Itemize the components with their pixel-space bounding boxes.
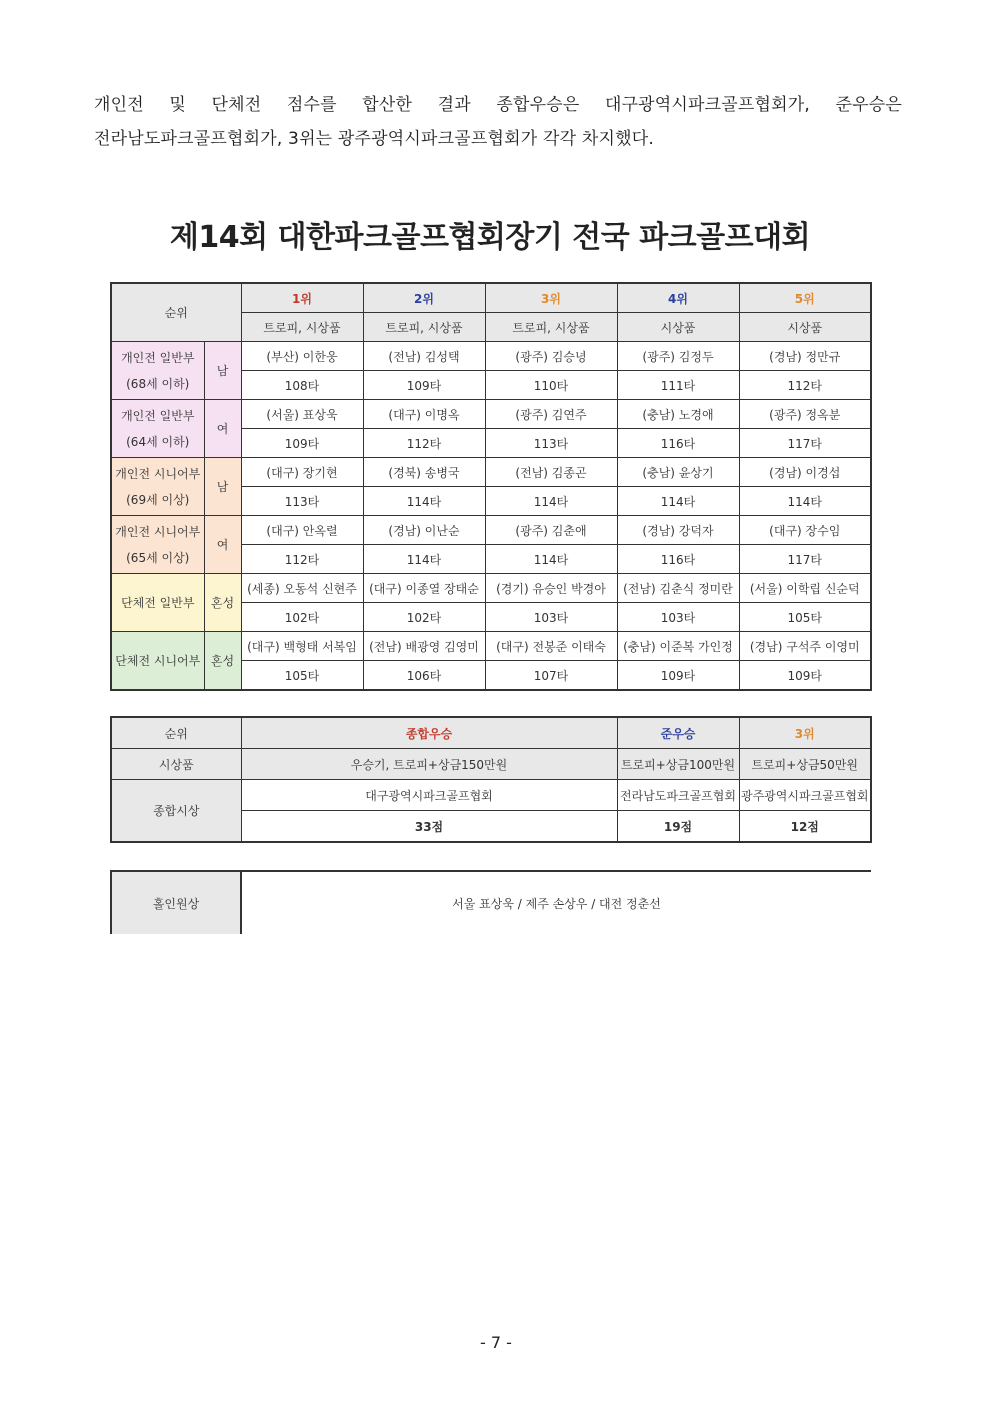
winner-name: (경남) 강덕자 [617, 516, 739, 545]
category-label [111, 516, 204, 574]
winner-score: 114타 [485, 545, 617, 574]
winner-name: (전남) 김종곤 [485, 458, 617, 487]
winner-name: (서울) 이학립 신순덕 [739, 574, 871, 603]
category-line1: 개인전 시니어부 [115, 466, 201, 481]
winner-score: 113타 [241, 487, 363, 516]
winner-name: (부산) 이한웅 [241, 342, 363, 371]
category-line1: 개인전 일반부 [121, 408, 195, 423]
category-line2: (69세 이상) [126, 492, 190, 507]
overall-prize-header: 시상품 [111, 749, 241, 780]
hole-in-one-row [111, 871, 871, 934]
overall-rank-2: 준우승 [617, 717, 739, 749]
category-line1: 개인전 시니어부 [115, 524, 201, 539]
winner-score: 109타 [363, 371, 485, 400]
winner-name: (경기) 유승인 박경아 [485, 574, 617, 603]
table-row [111, 400, 871, 429]
overall-team-2: 전라남도파크골프협회 [617, 780, 739, 811]
category-label: 단체전 일반부 [111, 574, 204, 632]
prize-1: 트로피, 시상품 [241, 313, 363, 342]
winner-name: (전남) 배광영 김영미 [363, 632, 485, 661]
category-gender: 혼성 [204, 632, 241, 691]
winner-score: 116타 [617, 429, 739, 458]
overall-prize-row [111, 749, 871, 780]
paragraph-line-1: 개인전 및 단체전 점수를 합산한 결과 종합우승은 대구광역시파크골프협회가, 준우승은 [94, 95, 902, 115]
hole-in-one-winners: 서울 표상욱 / 제주 손상우 / 대전 정춘선 [452, 896, 661, 911]
category-label [111, 458, 204, 516]
table-row [111, 574, 871, 603]
winner-name: (경남) 이경섭 [739, 458, 871, 487]
overall-team-3: 광주광역시파크골프협회 [739, 780, 871, 811]
winner-score: 102타 [363, 603, 485, 632]
winner-name: (충남) 윤상기 [617, 458, 739, 487]
prize-5: 시상품 [739, 313, 871, 342]
winner-name: (광주) 김춘애 [485, 516, 617, 545]
overall-points-2: 19점 [617, 811, 739, 843]
prize-2: 트로피, 시상품 [363, 313, 485, 342]
winner-name: (광주) 정옥분 [739, 400, 871, 429]
winner-score: 108타 [241, 371, 363, 400]
winner-score: 117타 [739, 429, 871, 458]
winner-name: (대구) 장수임 [739, 516, 871, 545]
winner-name: (대구) 이종열 장태순 [363, 574, 485, 603]
prize-3: 트로피, 시상품 [485, 313, 617, 342]
rank-header: 순위 [111, 283, 241, 342]
overall-points-3: 12점 [739, 811, 871, 843]
winner-score: 106타 [363, 661, 485, 691]
winner-score: 111타 [617, 371, 739, 400]
paragraph-line-2: 전라남도파크골프협회가, 3위는 광주광역시파크골프협회가 각각 차지했다. [94, 129, 654, 149]
overall-prize-3: 트로피+상금50만원 [739, 749, 871, 780]
winner-score: 109타 [617, 661, 739, 691]
winner-score: 102타 [241, 603, 363, 632]
table-row [111, 516, 871, 545]
winner-score: 103타 [617, 603, 739, 632]
overall-rank-header: 순위 [111, 717, 241, 749]
winner-score: 110타 [485, 371, 617, 400]
winner-name: (대구) 백형태 서복임 [241, 632, 363, 661]
category-line2: (65세 이상) [126, 550, 190, 565]
winner-name: (경남) 구석주 이영미 [739, 632, 871, 661]
winner-score: 107타 [485, 661, 617, 691]
winner-score: 103타 [485, 603, 617, 632]
hole-in-one-table [110, 870, 871, 934]
winner-score: 105타 [241, 661, 363, 691]
winner-name: (전남) 김춘식 정미란 [617, 574, 739, 603]
results-image-title: 제14회 대한파크골프협회장기 전국 파크골프대회 [169, 220, 811, 255]
winner-score: 114타 [485, 487, 617, 516]
category-label: 단체전 시니어부 [111, 632, 204, 691]
overall-rank-3: 3위 [739, 717, 871, 749]
winner-score: 114타 [363, 545, 485, 574]
overall-points-1: 33점 [241, 811, 617, 843]
winner-name: (경남) 이난순 [363, 516, 485, 545]
winner-name: (대구) 장기현 [241, 458, 363, 487]
rank-5: 5위 [739, 283, 871, 313]
overall-award-header: 종합시상 [111, 780, 241, 843]
category-line1: 개인전 일반부 [121, 350, 195, 365]
winner-name: (세종) 오동석 신현주 [241, 574, 363, 603]
page-number: - 7 - [480, 1333, 512, 1352]
results-table [110, 282, 872, 691]
winner-name: (경북) 송병국 [363, 458, 485, 487]
category-gender: 여 [204, 400, 241, 458]
winner-score: 112타 [241, 545, 363, 574]
winner-name: (대구) 전봉준 이태숙 [485, 632, 617, 661]
winner-name: (대구) 안옥렬 [241, 516, 363, 545]
category-label [111, 400, 204, 458]
overall-prize-2: 트로피+상금100만원 [617, 749, 739, 780]
winner-score: 116타 [617, 545, 739, 574]
winner-score: 114타 [617, 487, 739, 516]
hole-in-one-label: 홀인원상 [111, 871, 241, 934]
rank-4: 4위 [617, 283, 739, 313]
winner-score: 112타 [363, 429, 485, 458]
winner-score: 109타 [739, 661, 871, 691]
winner-name: (충남) 노경애 [617, 400, 739, 429]
body-paragraph [94, 88, 902, 156]
category-gender: 남 [204, 458, 241, 516]
table-row [111, 632, 871, 661]
winner-score: 114타 [363, 487, 485, 516]
winner-score: 112타 [739, 371, 871, 400]
winner-name: (충남) 이준복 가인정 [617, 632, 739, 661]
table-row [111, 342, 871, 371]
winner-name: (광주) 김승녕 [485, 342, 617, 371]
winner-score: 105타 [739, 603, 871, 632]
category-line2: (64세 이하) [126, 434, 190, 449]
winner-score: 117타 [739, 545, 871, 574]
rank-header-row [111, 283, 871, 313]
winner-name: (서울) 표상욱 [241, 400, 363, 429]
rank-3: 3위 [485, 283, 617, 313]
rank-2: 2위 [363, 283, 485, 313]
overall-rank-1: 종합우승 [241, 717, 617, 749]
category-gender: 혼성 [204, 574, 241, 632]
winner-name: (광주) 김연주 [485, 400, 617, 429]
category-line2: (68세 이하) [126, 376, 190, 391]
winner-name: (전남) 김성택 [363, 342, 485, 371]
overall-awards-table [110, 716, 872, 843]
overall-prize-1: 우승기, 트로피+상금150만원 [241, 749, 617, 780]
category-label [111, 342, 204, 400]
winner-name: (경남) 정만규 [739, 342, 871, 371]
prize-4: 시상품 [617, 313, 739, 342]
winner-name: (광주) 김정두 [617, 342, 739, 371]
winner-score: 113타 [485, 429, 617, 458]
winner-name: (대구) 이명옥 [363, 400, 485, 429]
overall-rank-row [111, 717, 871, 749]
overall-team-1: 대구광역시파크골프협회 [241, 780, 617, 811]
winner-score: 109타 [241, 429, 363, 458]
category-gender: 여 [204, 516, 241, 574]
rank-1: 1위 [241, 283, 363, 313]
overall-team-row [111, 780, 871, 811]
category-gender: 남 [204, 342, 241, 400]
winner-score: 114타 [739, 487, 871, 516]
table-row [111, 458, 871, 487]
